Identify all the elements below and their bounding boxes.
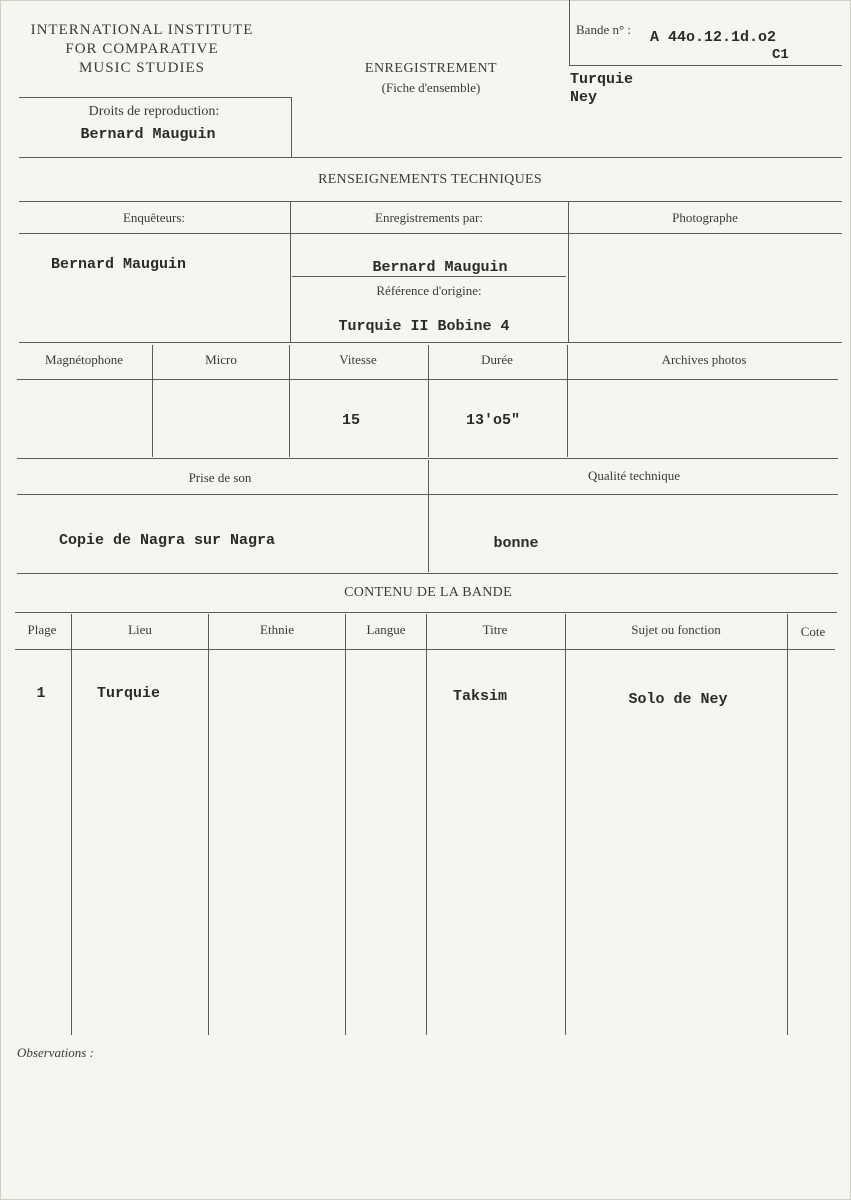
- instrument: Ney: [570, 89, 598, 106]
- institute-line-2: FOR COMPARATIVE: [65, 41, 219, 57]
- col-langue: Langue: [366, 622, 406, 637]
- droits-label: Droits de reproduction:: [88, 104, 220, 119]
- institute-line-1: INTERNATIONAL INSTITUTE: [30, 22, 254, 38]
- col-sujet: Sujet ou fonction: [631, 622, 721, 637]
- bande-number: A 44o.12.1d.o2: [650, 29, 777, 46]
- row-1-sujet: Solo de Ney: [628, 691, 728, 708]
- qualite-label: Qualité technique: [587, 468, 681, 483]
- micro-label: Micro: [205, 352, 237, 367]
- bande-sub: C1: [772, 47, 789, 63]
- col-lieu: Lieu: [128, 622, 152, 637]
- qualite-value: bonne: [493, 535, 539, 552]
- observations-label: Observations :: [17, 1045, 94, 1060]
- country: Turquie: [570, 71, 634, 88]
- reference-value: Turquie II Bobine 4: [338, 318, 510, 335]
- photographe-label: Photographe: [672, 210, 738, 225]
- vitesse-value: 15: [341, 412, 361, 429]
- col-titre: Titre: [482, 622, 508, 637]
- col-cote: Cote: [800, 624, 826, 639]
- prise-label: Prise de son: [188, 470, 252, 485]
- enregistrements-value: Bernard Mauguin: [372, 259, 508, 276]
- tech-section-title: RENSEIGNEMENTS TECHNIQUES: [318, 172, 542, 187]
- form-subtitle: (Fiche d'ensemble): [381, 80, 481, 95]
- duree-value: 13'o5": [465, 412, 521, 429]
- duree-label: Durée: [481, 352, 513, 367]
- col-plage: Plage: [27, 622, 57, 637]
- institute-name: [31, 21, 254, 78]
- bande-label: Bande n° :: [576, 22, 632, 37]
- magnetophone-label: Magnétophone: [45, 352, 123, 367]
- col-ethnie: Ethnie: [260, 622, 294, 637]
- enqueteurs-value: Bernard Mauguin: [51, 256, 187, 273]
- prise-value: Copie de Nagra sur Nagra: [59, 532, 276, 549]
- enregistrements-label: Enregistrements par:: [375, 210, 483, 225]
- vitesse-label: Vitesse: [339, 352, 377, 367]
- row-1-plage: 1: [36, 685, 46, 702]
- form-title: ENREGISTREMENT: [364, 61, 498, 76]
- row-1-titre: Taksim: [452, 688, 508, 705]
- reference-label: Référence d'origine:: [376, 283, 482, 298]
- contenu-section-title: CONTENU DE LA BANDE: [344, 585, 512, 600]
- archives-label: Archives photos: [661, 352, 747, 367]
- enqueteurs-label: Enquêteurs:: [122, 210, 186, 225]
- institute-line-3: MUSIC STUDIES: [79, 60, 205, 76]
- row-1-lieu: Turquie: [97, 685, 161, 702]
- droits-value: Bernard Mauguin: [80, 126, 216, 143]
